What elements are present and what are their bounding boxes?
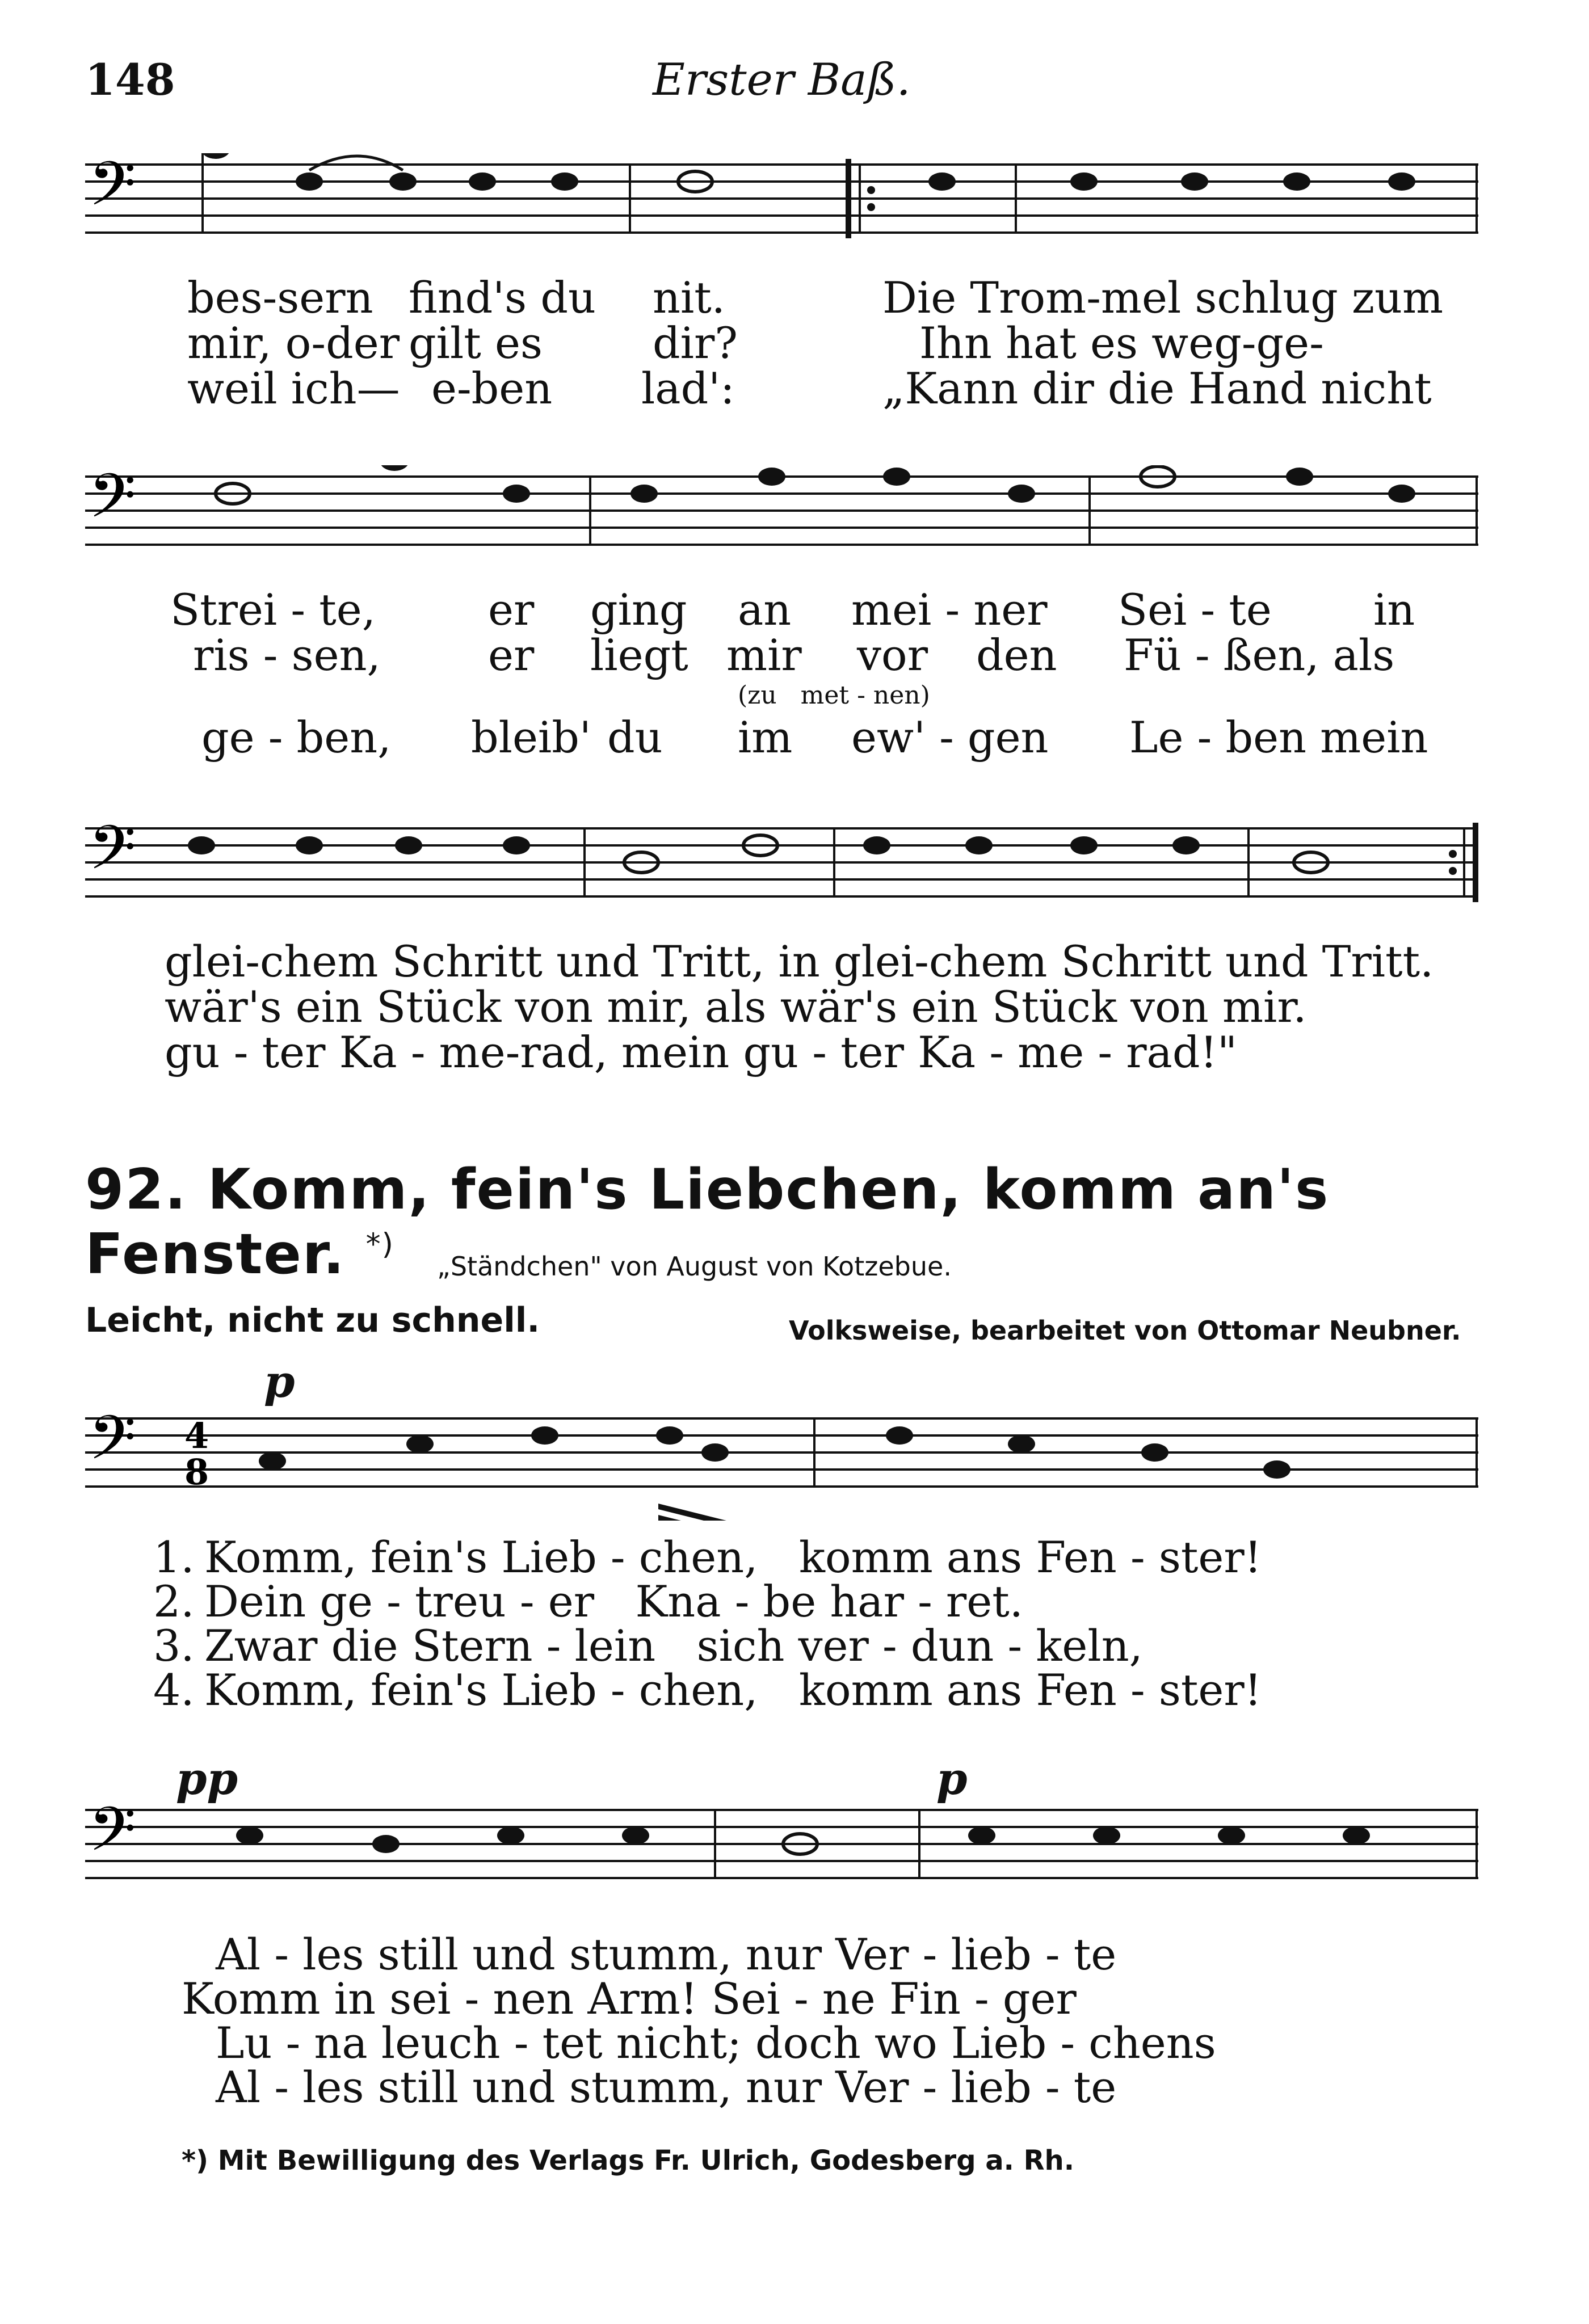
- verse-number: 4.: [153, 1665, 195, 1715]
- verse-text: Dein ge - treu - er Kna - be har - ret.: [204, 1576, 1023, 1627]
- lyric-line: glei-chem Schritt und Tritt, in glei-chem Schritt und Tritt.: [165, 936, 1434, 987]
- page-number: 148: [85, 54, 175, 105]
- lyric-line: „Kann dir die Hand nicht: [882, 363, 1432, 414]
- lyric-line: ging: [590, 584, 687, 635]
- lyric-line: nit.: [653, 272, 725, 323]
- lyric-line: Fü - ßen, als: [1124, 630, 1395, 680]
- verse-text: Zwar die Stern - lein sich ver - dun - keln,: [204, 1620, 1143, 1671]
- dynamic-marking: p: [264, 1356, 295, 1408]
- lyric-line: dir?: [653, 318, 738, 368]
- verse-text: Komm, fein's Lieb - chen, komm ans Fen - ster!: [204, 1665, 1262, 1715]
- tempo-marking: Leicht, nicht zu schnell.: [85, 1300, 540, 1340]
- time-signature-bottom: 8: [184, 1451, 209, 1493]
- footnote: *) Mit Bewilligung des Verlags Fr. Ulrich, Godesberg a. Rh.: [182, 2145, 1074, 2176]
- verse-number: 3.: [153, 1620, 195, 1671]
- footnote-mark: *): [365, 1227, 394, 1262]
- song-title-text: 92. Komm, fein's Liebchen, komm an's Fenster.: [85, 1157, 1330, 1287]
- lyric-line: Al - les still und stumm, nur Ver - lieb - te: [216, 2062, 1117, 2112]
- staff-system-2: [85, 465, 1478, 562]
- bass-clef-icon: 𝄢: [89, 153, 136, 234]
- lyric-line: bes-sern: [187, 272, 373, 323]
- composer-credit: Volksweise, bearbeitet von Ottomar Neubner.: [789, 1315, 1461, 1346]
- lyric-line: er: [488, 630, 535, 680]
- lyric-line: du: [607, 712, 663, 763]
- part-title: Erster Baß.: [653, 54, 911, 106]
- lyric-line: Ihn hat es weg-ge-: [919, 318, 1324, 368]
- lyric-line: Komm in sei - nen Arm! Sei - ne Fin - ger: [182, 1973, 1077, 2024]
- bass-clef-icon: 𝄢: [89, 817, 136, 898]
- lyric-alt-note: (zu met - nen): [738, 681, 930, 710]
- lyric-line: gilt es: [409, 318, 543, 368]
- lyric-line: mei - ner: [851, 584, 1048, 635]
- bass-clef-icon: 𝄢: [89, 1407, 136, 1488]
- lyric-line: lad':: [641, 363, 735, 414]
- lyric-line: in: [1373, 584, 1415, 635]
- lyric-line: Al - les still und stumm, nur Ver - lieb - te: [216, 1929, 1117, 1980]
- bass-clef-icon: 𝄢: [89, 465, 136, 546]
- lyric-line: Lu - na leuch - tet nicht; doch wo Lieb - chens: [216, 2018, 1216, 2068]
- lyric-line: an: [738, 584, 792, 635]
- lyric-line: ris - sen,: [193, 630, 381, 680]
- lyric-line: den: [976, 630, 1057, 680]
- lyric-line: liegt: [590, 630, 688, 680]
- lyric-line: Die Trom-mel schlug zum: [882, 272, 1444, 323]
- lyric-line: e-ben: [431, 363, 553, 414]
- dynamic-marking: pp: [176, 1753, 238, 1805]
- lyric-line: weil ich—: [187, 363, 400, 414]
- lyric-line: ew' - gen: [851, 712, 1049, 763]
- lyric-line: wär's ein Stück von mir, als wär's ein Stück von mir.: [165, 982, 1307, 1032]
- verse-number: 1.: [153, 1532, 195, 1582]
- staff-system-4: [85, 1407, 1478, 1521]
- lyric-line: Le - ben mein: [1129, 712, 1428, 763]
- time-signature-top: 4: [184, 1415, 209, 1456]
- staff-system-5: [85, 1799, 1478, 1895]
- lyric-line: er: [488, 584, 535, 635]
- lyric-line: Strei - te,: [170, 584, 376, 635]
- verse-text: Komm, fein's Lieb - chen, komm ans Fen - ster!: [204, 1532, 1262, 1582]
- verse-number: 2.: [153, 1576, 195, 1627]
- song-subtitle: „Ständchen" von August von Kotzebue.: [437, 1251, 952, 1282]
- bass-clef-icon: 𝄢: [89, 1799, 136, 1880]
- staff-system-1: [85, 153, 1478, 250]
- lyric-line: im: [738, 712, 793, 763]
- lyric-line: gu - ter Ka - me-rad, mein gu - ter Ka - me - rad!": [165, 1027, 1237, 1077]
- dynamic-marking: p: [936, 1753, 968, 1805]
- lyric-line: mir, o-der: [187, 318, 400, 368]
- lyric-line: vor: [857, 630, 928, 680]
- lyric-line: find's du: [409, 272, 596, 323]
- staff-system-3: [85, 817, 1478, 913]
- lyric-line: Sei - te: [1118, 584, 1272, 635]
- lyric-line: bleib': [471, 712, 591, 763]
- lyric-line: mir: [726, 630, 802, 680]
- lyric-line: ge - ben,: [201, 712, 392, 763]
